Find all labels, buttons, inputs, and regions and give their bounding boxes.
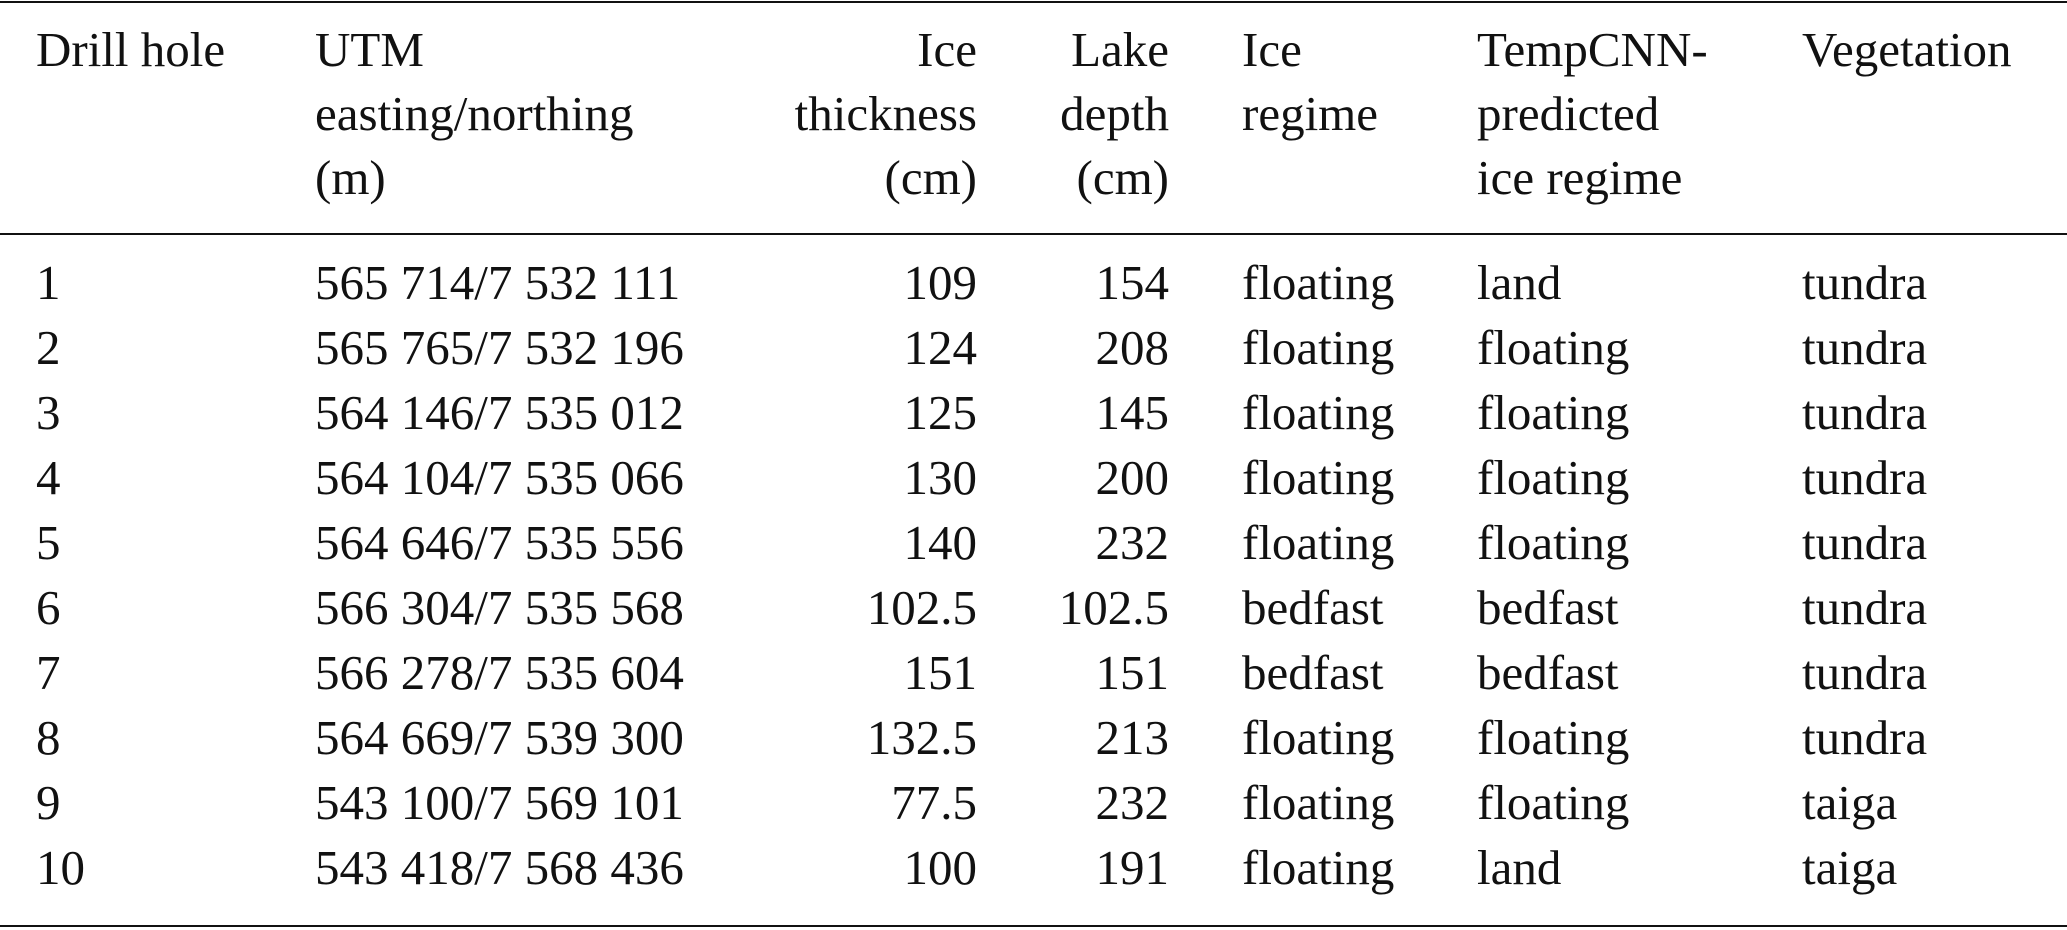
cell-utm: 564 104/7 535 066 <box>315 450 684 505</box>
bottom-rule <box>0 925 2067 927</box>
cell-ice-thickness: 77.5 <box>891 775 977 830</box>
header-drill-hole-line: Drill hole <box>36 22 226 77</box>
cell-vegetation: tundra <box>1802 580 1928 635</box>
cell-ice-thickness: 100 <box>903 840 977 895</box>
cell-drill-hole: 4 <box>36 450 61 505</box>
header-utm-line: easting/northing <box>315 86 634 141</box>
cell-ice-thickness: 132.5 <box>866 710 977 765</box>
header-predicted-regime <box>1477 18 1777 210</box>
cell-ice-regime: bedfast <box>1242 580 1384 635</box>
header-predicted-regime-line: predicted <box>1477 86 1660 141</box>
cell-ice-regime: bedfast <box>1242 645 1384 700</box>
cell-predicted-regime: bedfast <box>1477 645 1619 700</box>
cell-lake-depth: 151 <box>1095 645 1169 700</box>
cell-drill-hole: 2 <box>36 320 61 375</box>
cell-ice-regime: floating <box>1242 255 1395 310</box>
header-rule <box>0 233 2067 235</box>
header-lake-depth-line: depth <box>1060 86 1169 141</box>
cell-utm: 564 669/7 539 300 <box>315 710 684 765</box>
top-rule <box>0 1 2067 3</box>
cell-vegetation: taiga <box>1802 775 1898 830</box>
cell-predicted-regime: floating <box>1477 775 1630 830</box>
cell-lake-depth: 200 <box>1095 450 1169 505</box>
cell-predicted-regime: bedfast <box>1477 580 1619 635</box>
cell-utm: 566 304/7 535 568 <box>315 580 684 635</box>
cell-ice-regime: floating <box>1242 385 1395 440</box>
cell-drill-hole: 1 <box>36 255 61 310</box>
cell-predicted-regime: land <box>1477 255 1562 310</box>
cell-predicted-regime: floating <box>1477 385 1630 440</box>
cell-ice-thickness: 140 <box>903 515 977 570</box>
cell-utm: 565 765/7 532 196 <box>315 320 684 375</box>
header-ice-thickness-line: thickness <box>794 86 977 141</box>
header-utm-line: (m) <box>315 150 386 205</box>
cell-drill-hole: 10 <box>36 840 85 895</box>
cell-utm: 565 714/7 532 111 <box>315 255 681 310</box>
cell-predicted-regime: land <box>1477 840 1562 895</box>
header-utm <box>315 18 735 210</box>
cell-vegetation: tundra <box>1802 515 1928 570</box>
cell-utm: 564 146/7 535 012 <box>315 385 684 440</box>
cell-vegetation: tundra <box>1802 385 1928 440</box>
cell-predicted-regime: floating <box>1477 710 1630 765</box>
cell-ice-thickness: 124 <box>903 320 977 375</box>
cell-drill-hole: 7 <box>36 645 61 700</box>
header-vegetation-line: Vegetation <box>1802 22 2012 77</box>
header-predicted-regime-line: TempCNN- <box>1477 22 1708 77</box>
header-lake-depth <box>989 18 1169 210</box>
cell-utm: 543 100/7 569 101 <box>315 775 684 830</box>
cell-lake-depth: 232 <box>1095 775 1169 830</box>
header-ice-thickness <box>717 18 977 210</box>
cell-drill-hole: 8 <box>36 710 61 765</box>
cell-lake-depth: 213 <box>1095 710 1169 765</box>
cell-ice-regime: floating <box>1242 775 1395 830</box>
cell-ice-regime: floating <box>1242 840 1395 895</box>
cell-ice-regime: floating <box>1242 450 1395 505</box>
cell-vegetation: tundra <box>1802 255 1928 310</box>
cell-lake-depth: 208 <box>1095 320 1169 375</box>
cell-predicted-regime: floating <box>1477 450 1630 505</box>
header-lake-depth-line: (cm) <box>1076 150 1169 205</box>
header-ice-regime-line: Ice <box>1242 22 1302 77</box>
header-predicted-regime-line: ice regime <box>1477 150 1683 205</box>
cell-ice-thickness: 102.5 <box>866 580 977 635</box>
header-utm-line: UTM <box>315 22 424 77</box>
cell-utm: 543 418/7 568 436 <box>315 840 684 895</box>
header-ice-thickness-line: Ice <box>917 22 977 77</box>
cell-lake-depth: 232 <box>1095 515 1169 570</box>
cell-vegetation: tundra <box>1802 450 1928 505</box>
cell-drill-hole: 3 <box>36 385 61 440</box>
cell-vegetation: tundra <box>1802 645 1928 700</box>
cell-drill-hole: 6 <box>36 580 61 635</box>
cell-vegetation: tundra <box>1802 710 1928 765</box>
cell-ice-thickness: 109 <box>903 255 977 310</box>
cell-lake-depth: 145 <box>1095 385 1169 440</box>
cell-lake-depth: 102.5 <box>1058 580 1169 635</box>
cell-ice-thickness: 151 <box>903 645 977 700</box>
cell-ice-regime: floating <box>1242 710 1395 765</box>
cell-ice-thickness: 130 <box>903 450 977 505</box>
cell-utm: 566 278/7 535 604 <box>315 645 684 700</box>
header-drill-hole <box>36 18 276 82</box>
cell-ice-regime: floating <box>1242 320 1395 375</box>
cell-predicted-regime: floating <box>1477 515 1630 570</box>
header-ice-thickness-line: (cm) <box>884 150 977 205</box>
cell-vegetation: taiga <box>1802 840 1898 895</box>
cell-drill-hole: 9 <box>36 775 61 830</box>
header-vegetation <box>1802 18 2062 82</box>
header-ice-regime-line: regime <box>1242 86 1379 141</box>
cell-lake-depth: 154 <box>1095 255 1169 310</box>
cell-drill-hole: 5 <box>36 515 61 570</box>
cell-lake-depth: 191 <box>1095 840 1169 895</box>
header-lake-depth-line: Lake <box>1071 22 1169 77</box>
cell-vegetation: tundra <box>1802 320 1928 375</box>
cell-ice-thickness: 125 <box>903 385 977 440</box>
cell-ice-regime: floating <box>1242 515 1395 570</box>
cell-utm: 564 646/7 535 556 <box>315 515 684 570</box>
header-ice-regime <box>1242 18 1452 146</box>
cell-predicted-regime: floating <box>1477 320 1630 375</box>
